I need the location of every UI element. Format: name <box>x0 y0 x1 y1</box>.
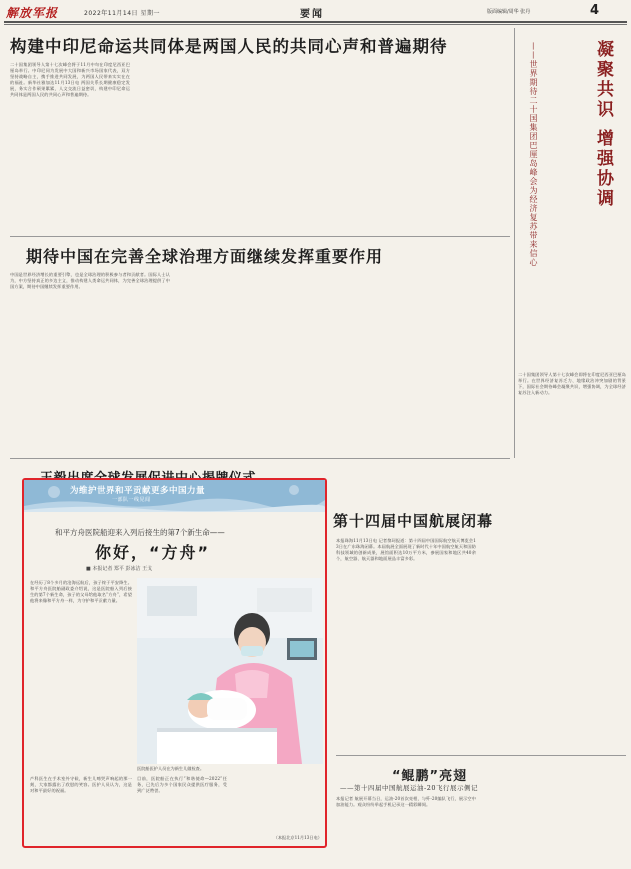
article-china-indonesia-col-2 <box>136 62 256 227</box>
headline-kunpeng: “鲲鹏”亮翅 <box>392 769 468 784</box>
article-body: 二十国集团领导人第十七次峰会将于11月中旬在印度尼西亚巴厘岛举行。中印尼同为发展中大国和新兴市场国家代表，双方坚持战略自主，携手推进共同发展，为两国人民带来实实在在的福祉。新华社雅加达11月13日电 两国关系长期健康稳定发展，务实合作硕果累累，人文交流日益密切，构建中印尼命运共同体是两国人民的共同心声和普遍期待。 <box>10 62 130 97</box>
section-name: 要闻 <box>300 9 324 20</box>
divider <box>10 236 510 237</box>
masthead-rule-thin <box>4 24 627 25</box>
masthead-rule <box>4 21 627 23</box>
article-body: 中国是世界经济增长的重要引擎，也是全球治理的积极参与者和贡献者。国际人士认为，中方坚持真正的多边主义，推动构建人类命运共同体，为完善全球治理提供了中国方案，期待中国继续发挥重要作用。 <box>10 272 170 289</box>
feature-banner-subtitle: 一部队一线见闻 <box>112 497 151 503</box>
feature-paragraph: 在经历了8个多月的沧海远航后，孩子终于平安降生。和平方舟医院船副政委介绍说，这是医院船入列后接生的第7个新生命，孩子的父母给他取名“方舟”，希望他将来像和平方舟一样，为守护和平贡献力量。 <box>30 580 132 603</box>
article-china-indonesia-col-4 <box>388 62 508 227</box>
feature-paragraph: 产科医生在手术室外守候，新生儿啼哭声响起的那一刻，大家都露出了欣慰的笑容。医护人员认为，这是对和平最好的祝福。 <box>30 776 132 793</box>
newborn-photo <box>137 578 323 764</box>
article-china-indonesia-col-3 <box>262 62 382 227</box>
sidebar-subtitle: ——世界期待二十国集团巴厘岛峰会为经济复苏带来信心 <box>529 42 538 267</box>
feature-subhead: 和平方舟医院船迎来入列后接生的第7个新生命—— <box>55 528 225 537</box>
page-editors: 版面编辑/周华 张丹 <box>487 9 531 15</box>
divider <box>10 458 510 459</box>
photo-caption: 医院船医护人员在为新生儿做检查。 <box>137 766 205 771</box>
feature-byline: ■ 本报记者 郑平 彭冰洁 王戈 <box>86 566 153 572</box>
newspaper-logo: 解放军报 <box>6 6 59 20</box>
masthead <box>0 0 631 22</box>
issue-date: 2022年11月14日 星期一 <box>84 10 160 17</box>
headline-china-indonesia: 构建中印尼命运共同体是两国人民的共同心声和普遍期待 <box>10 37 448 56</box>
feature-body-col-4 <box>232 776 322 834</box>
sidebar-body <box>518 372 626 468</box>
feature-footer: （本报北京11月13日电） <box>273 835 322 840</box>
sidebar-text: 二十国集团领导人第十七次峰会即将在印度尼西亚巴厘岛举行。在世界经济复苏乏力、地缘政治冲突加剧的背景下，国际社会期待峰会凝聚共识，增强协调，为全球经济复苏注入新动力。 <box>518 372 626 395</box>
article-body: 本报珠海11月13日电 记者黎珂报道：第十四届中国国际航空航天博览会13日在广东珠海闭幕。本届航展全面展现了新时代十年中国航空航天和国防科技领域的创新成果，展馆面积达10万平方米，参展国家和地区共40余个，航空器、航天器和地面展品丰富多彩。 <box>336 538 476 561</box>
article-airshow-col-2 <box>482 538 622 748</box>
headline-global-governance: 期待中国在完善全球治理方面继续发挥重要作用 <box>26 247 384 266</box>
page-number: 4 <box>590 3 600 18</box>
feature-title: 你好，“方舟” <box>95 543 211 562</box>
article-airshow-col-1 <box>336 538 476 748</box>
feature-paragraph: 目前，医院船正在执行“和谐使命—2022”任务，已先后为多个国家民众提供医疗服务，受到广泛赞誉。 <box>137 776 227 793</box>
subhead-kunpeng: ——第十四届中国航展运油-20飞行展示侧记 <box>340 784 478 792</box>
article-kunpeng-col-2 <box>482 796 622 858</box>
sidebar-title: 凝聚共识 增强协调 <box>593 40 613 209</box>
article-governance-col-3 <box>342 272 510 452</box>
article-body: 本报记者 航展开幕当日，运油-20首次亮相，与歼-20编队飞行，展示空中加油能力。观众纷纷举起手机记录这一精彩瞬间。 <box>336 796 476 807</box>
sidebar-divider <box>514 28 515 458</box>
divider <box>336 755 626 756</box>
article-governance-col-1 <box>10 272 170 452</box>
article-kunpeng-col-1 <box>336 796 476 858</box>
feature-body-col-2 <box>30 776 132 842</box>
article-china-indonesia-col-1 <box>10 62 130 227</box>
article-governance-col-2 <box>176 272 336 452</box>
hospital-scene-illustration <box>137 578 323 764</box>
feature-banner-title: 为维护世界和平贡献更多中国力量 <box>70 486 206 496</box>
headline-airshow: 第十四届中国航展闭幕 <box>333 512 494 530</box>
feature-body-col-3 <box>137 776 227 842</box>
